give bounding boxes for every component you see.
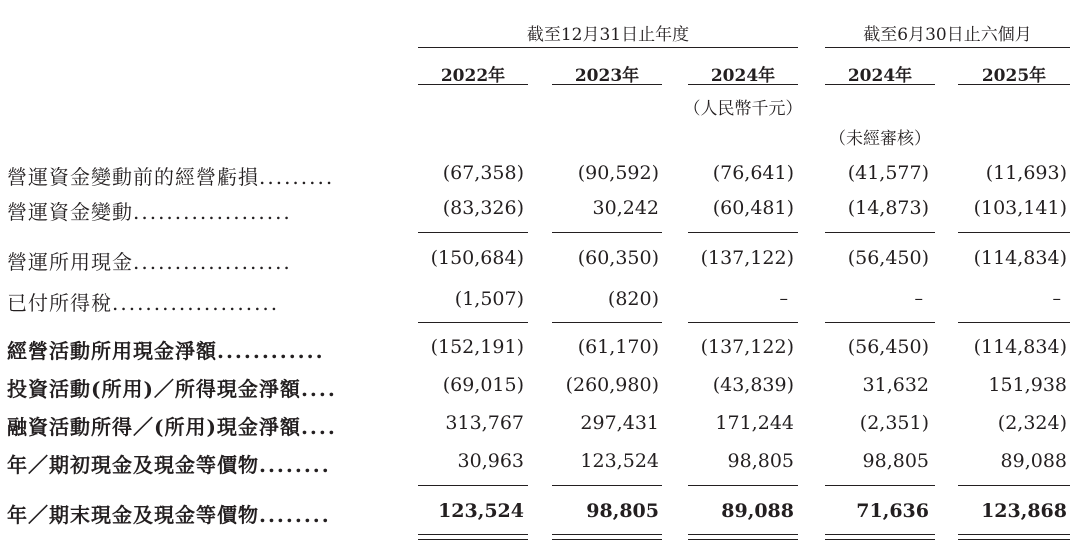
cell: 71,636: [856, 500, 929, 522]
subtotal-rule-2: [552, 232, 662, 233]
cell: 313,767: [445, 412, 524, 434]
cell: (114,834): [973, 336, 1067, 358]
cell: (56,450): [847, 247, 929, 269]
row-label-operating-loss-before-wc: 營運資金變動前的經營虧損.........: [7, 165, 335, 189]
cell: 297,431: [580, 412, 659, 434]
cell: –: [1052, 289, 1061, 309]
cell: 98,805: [727, 450, 794, 472]
cell: 30,963: [457, 450, 524, 472]
cell: (90,592): [577, 162, 659, 184]
subtotal-rule-10: [958, 322, 1070, 323]
cell: (11,693): [985, 162, 1067, 184]
cell: (61,170): [577, 336, 659, 358]
cell: (41,577): [847, 162, 929, 184]
subtotal-rule-9: [825, 322, 935, 323]
cell: 98,805: [586, 500, 659, 522]
cell: 123,524: [580, 450, 659, 472]
row-label-net-cash-operating: 經營活動所用現金淨額............: [7, 339, 325, 363]
total-rule-a2: [552, 534, 662, 535]
total-rule-b4: [825, 539, 935, 540]
cell: (137,122): [700, 247, 794, 269]
cell: (2,351): [859, 412, 929, 434]
header-group-half-year: 截至6月30日止六個月: [863, 25, 1032, 45]
cell: (114,834): [973, 247, 1067, 269]
year-rule-1: [418, 84, 528, 85]
subtotal-rule-15: [958, 485, 1070, 486]
year-header-2022: 2022年: [440, 66, 506, 86]
cell: (76,641): [712, 162, 794, 184]
subtotal-rule-6: [418, 322, 528, 323]
total-rule-b3: [688, 539, 798, 540]
cell: (14,873): [847, 197, 929, 219]
cell: (56,450): [847, 336, 929, 358]
year-header-2024-half: 2024年: [847, 66, 913, 86]
year-header-2023: 2023年: [574, 66, 640, 86]
cell: (60,481): [712, 197, 794, 219]
subtotal-rule-5: [958, 232, 1070, 233]
row-label-closing-cash: 年／期末現金及現金等價物........: [7, 503, 331, 527]
total-rule-b2: [552, 539, 662, 540]
row-label-income-tax-paid: 已付所得稅....................: [7, 291, 280, 315]
subtotal-rule-3: [688, 232, 798, 233]
header-group-half-rule: [825, 47, 1070, 48]
subtotal-rule-13: [688, 485, 798, 486]
row-label-wc-changes: 營運資金變動...................: [7, 200, 292, 224]
total-rule-b5: [958, 539, 1070, 540]
cell: (152,191): [430, 336, 524, 358]
total-rule-a5: [958, 534, 1070, 535]
year-rule-4: [825, 84, 935, 85]
cell: (103,141): [973, 197, 1067, 219]
total-rule-a1: [418, 534, 528, 535]
cell: (83,326): [442, 197, 524, 219]
subtotal-rule-4: [825, 232, 935, 233]
cell: (67,358): [442, 162, 524, 184]
year-header-2025-half: 2025年: [981, 66, 1047, 86]
cell: (1,507): [454, 288, 524, 310]
cell: (137,122): [700, 336, 794, 358]
total-rule-a4: [825, 534, 935, 535]
cell: 123,524: [438, 500, 524, 522]
cell: 123,868: [981, 500, 1067, 522]
subtotal-rule-11: [418, 485, 528, 486]
year-rule-5: [958, 84, 1070, 85]
cell: (43,839): [712, 374, 794, 396]
unaudited-note: （未經審核）: [829, 129, 931, 149]
header-group-annual-rule: [418, 47, 798, 48]
cell: (260,980): [565, 374, 659, 396]
cell: 98,805: [862, 450, 929, 472]
row-label-net-cash-investing: 投資活動(所用)／所得現金淨額....: [7, 377, 337, 401]
year-header-2024: 2024年: [710, 66, 776, 86]
cell: 30,242: [592, 197, 659, 219]
cell: 89,088: [1000, 450, 1067, 472]
header-group-annual: 截至12月31日止年度: [526, 25, 690, 45]
cell: –: [779, 289, 788, 309]
total-rule-b1: [418, 539, 528, 540]
row-label-net-cash-financing: 融資活動所得／(所用)現金淨額....: [7, 415, 337, 439]
currency-note: （人民幣千元）: [683, 99, 803, 119]
subtotal-rule-7: [552, 322, 662, 323]
cell: (820): [607, 288, 659, 310]
subtotal-rule-8: [688, 322, 798, 323]
cell: 89,088: [721, 500, 794, 522]
cell: 171,244: [715, 412, 794, 434]
year-rule-3: [688, 84, 798, 85]
subtotal-rule-14: [825, 485, 935, 486]
cell: 31,632: [862, 374, 929, 396]
row-label-opening-cash: 年／期初現金及現金等價物........: [7, 453, 331, 477]
cell: (2,324): [997, 412, 1067, 434]
total-rule-a3: [688, 534, 798, 535]
row-label-cash-used-in-operations: 營運所用現金...................: [7, 250, 292, 274]
cell: 151,938: [988, 374, 1067, 396]
cell: (150,684): [430, 247, 524, 269]
cell: (69,015): [442, 374, 524, 396]
cell: (60,350): [577, 247, 659, 269]
year-rule-2: [552, 84, 662, 85]
subtotal-rule-12: [552, 485, 662, 486]
subtotal-rule-1: [418, 232, 528, 233]
cell: –: [914, 289, 923, 309]
